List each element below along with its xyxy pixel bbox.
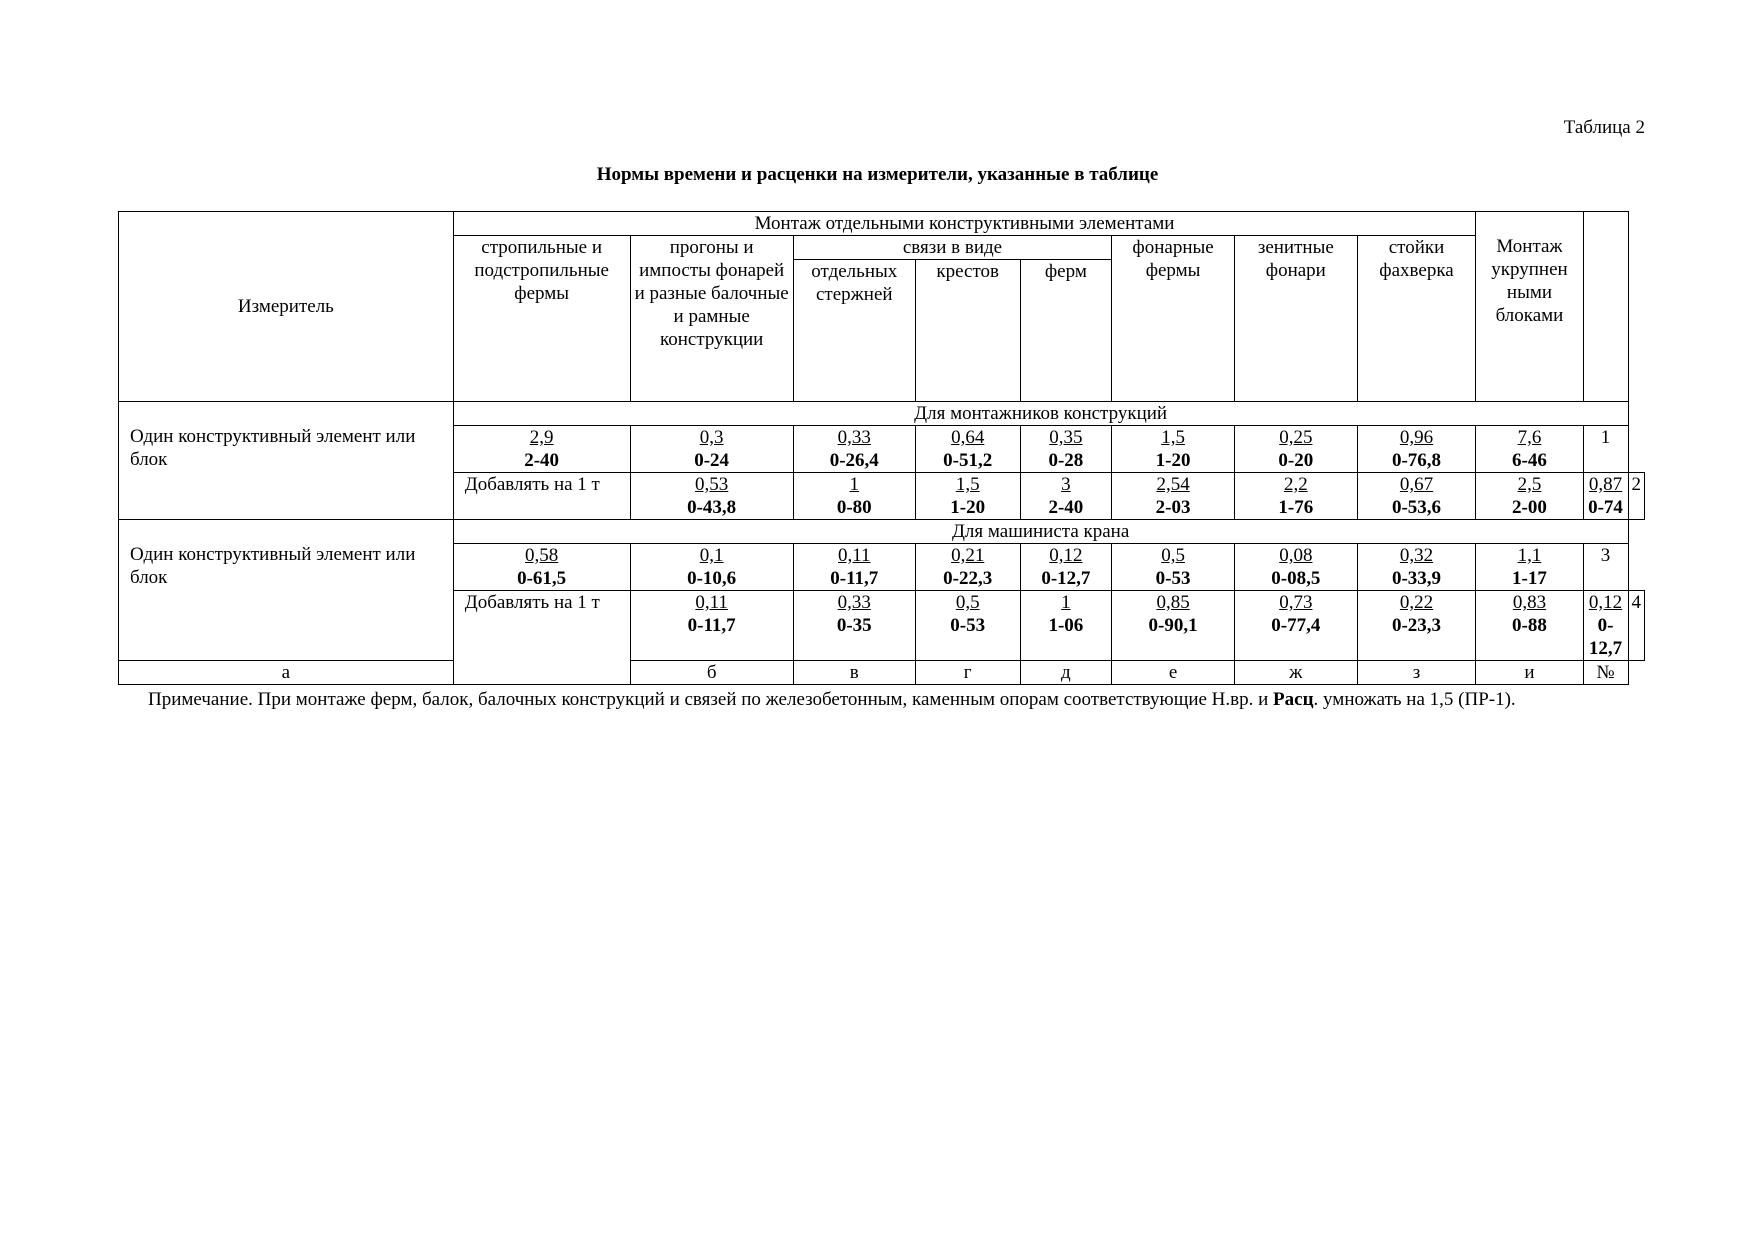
section-1-label: Для монтажников конструкций	[453, 402, 1628, 426]
rate: 0-26,4	[829, 450, 879, 471]
value-cell	[1357, 544, 1476, 591]
rate: 1-76	[1278, 497, 1314, 518]
time-norm: 3	[1061, 474, 1071, 495]
value-cell	[1357, 426, 1476, 473]
rate: 1-20	[1155, 450, 1191, 471]
time-norm: 0,21	[951, 545, 985, 566]
rate: 0-90,1	[1148, 615, 1198, 636]
time-norm: 0,3	[699, 427, 724, 448]
value-cell	[630, 473, 793, 520]
time-norm: 0,53	[695, 474, 729, 495]
row-3-measure-text: Один конструктивный элемент или блок	[130, 544, 416, 588]
value-cell	[1112, 426, 1235, 473]
rate: 1-17	[1512, 568, 1547, 589]
time-norm: 0,08	[1279, 545, 1313, 566]
header-col-zh: зенитные фонари	[1234, 236, 1357, 402]
header-col-z: стойки фахверка	[1357, 236, 1476, 402]
rate: 1-06	[1048, 615, 1084, 636]
time-norm: 0,25	[1279, 427, 1313, 448]
value-cell	[1112, 591, 1235, 661]
note-bold: Расц	[1273, 689, 1314, 710]
rate: 0-11,7	[830, 568, 879, 589]
time-norm: 1,1	[1517, 545, 1542, 566]
norms-table	[118, 211, 1645, 685]
time-norm: 2,9	[529, 427, 554, 448]
rate: 0-23,3	[1391, 615, 1442, 636]
time-norm: 2,5	[1517, 474, 1542, 495]
column-letter: д	[1020, 661, 1112, 685]
header-col-v: отдельных стержней	[793, 260, 915, 402]
column-letter: б	[630, 661, 793, 685]
rate: 0-08,5	[1271, 568, 1321, 589]
time-norm: 0,87	[1588, 474, 1623, 495]
column-letter: е	[1112, 661, 1235, 685]
time-norm: 0,12	[1049, 545, 1083, 566]
time-norm: 7,6	[1517, 427, 1542, 448]
header-col-i: Монтаж укрупнен ными блоками	[1476, 212, 1583, 402]
value-cell	[915, 473, 1020, 520]
rate: 0-43,8	[687, 497, 737, 518]
time-norm: 0,11	[838, 545, 871, 566]
time-norm: 0,35	[1049, 427, 1083, 448]
table-title: Нормы времени и расценки на измерители, указанные в таблице	[596, 164, 1159, 185]
value-cell	[1234, 591, 1357, 661]
value-cell	[1112, 544, 1235, 591]
rate: 0-33,9	[1391, 568, 1442, 589]
value-cell	[793, 544, 915, 591]
number-sign: №	[1583, 661, 1628, 685]
time-norm: 0,32	[1399, 545, 1434, 566]
value-cell	[1357, 473, 1476, 520]
time-norm: 1	[1061, 592, 1071, 613]
value-cell	[1020, 544, 1112, 591]
time-norm: 0,33	[837, 427, 871, 448]
rate: 0-10,6	[687, 568, 737, 589]
value-cell	[1357, 591, 1476, 661]
value-cell	[1234, 544, 1357, 591]
note	[118, 688, 1645, 711]
header-no-col	[1583, 212, 1628, 402]
rate: 0-53	[1155, 568, 1191, 589]
value-cell	[1234, 473, 1357, 520]
value-cell	[1020, 473, 1112, 520]
time-norm: 0,12	[1588, 592, 1623, 613]
value-cell	[793, 426, 915, 473]
header-group: Монтаж отдельными конструктивными элементами	[453, 212, 1476, 236]
time-norm: 0,58	[525, 545, 559, 566]
rate: 2-40	[524, 450, 560, 471]
time-norm: 1,5	[1161, 427, 1185, 448]
header-col-b: прогоны и импосты фонарей и разные балочные и рамные конструкции	[630, 236, 793, 402]
value-cell	[1020, 426, 1112, 473]
rate: 0-20	[1278, 450, 1314, 471]
time-norm: 0,85	[1156, 592, 1190, 613]
value-cell	[915, 591, 1020, 661]
time-norm: 0,5	[1161, 545, 1185, 566]
row-1-measure	[119, 402, 454, 520]
rate: 0-12,7	[1041, 568, 1091, 589]
time-norm: 2,2	[1283, 474, 1308, 495]
rate: 1-20	[950, 497, 986, 518]
time-norm: 0,22	[1399, 592, 1434, 613]
value-cell	[793, 591, 915, 661]
value-cell	[630, 426, 793, 473]
row-number: 1	[1583, 426, 1628, 473]
rate: 2-00	[1512, 497, 1547, 518]
header-col-g: крестов	[915, 260, 1020, 402]
time-norm: 0,83	[1512, 592, 1547, 613]
value-cell	[1020, 591, 1112, 661]
rate: 2-03	[1155, 497, 1191, 518]
column-letter: з	[1357, 661, 1476, 685]
time-norm: 1	[849, 474, 860, 495]
rate: 0-53,6	[1391, 497, 1442, 518]
time-norm: 2,54	[1156, 474, 1190, 495]
section-row-1	[119, 402, 1645, 426]
time-norm: 0,33	[837, 592, 871, 613]
value-cell	[453, 544, 630, 591]
column-letter: в	[793, 661, 915, 685]
header-col-d: ферм	[1020, 260, 1112, 402]
letters-row	[119, 661, 1645, 685]
row-number: 4	[1628, 591, 1645, 661]
rate: 0-11,7	[687, 615, 736, 636]
time-norm: 0,96	[1399, 427, 1434, 448]
time-norm: 0,11	[695, 592, 728, 613]
rate: 0-77,4	[1271, 615, 1321, 636]
time-norm: 0,5	[955, 592, 980, 613]
row-number: 2	[1628, 473, 1645, 520]
time-norm: 1,5	[955, 474, 980, 495]
header-col-a: стропильные и подстропильные фермы	[453, 236, 630, 402]
column-letter: а	[119, 661, 454, 685]
rate: 0-22,3	[943, 568, 993, 589]
value-cell	[915, 544, 1020, 591]
value-cell	[1476, 544, 1583, 591]
row-2-measure: Добавлять на 1 т	[453, 473, 630, 520]
value-cell	[1476, 591, 1583, 661]
note-text-end: . умножать на 1,5 (ПР-1).	[1313, 689, 1516, 710]
note-text: Примечание. При монтаже ферм, балок, балочных конструкций и связей по железобетонным, каменным опорам соответствующие Н.вр. и	[148, 689, 1274, 710]
rate: 0-24	[694, 450, 730, 471]
value-cell	[1583, 473, 1628, 520]
table-caption: Таблица 2	[1563, 117, 1645, 138]
rate: 0-88	[1512, 615, 1547, 636]
rate: 0-28	[1048, 450, 1084, 471]
row-3-measure	[119, 520, 454, 661]
time-norm: 0,67	[1399, 474, 1434, 495]
rate: 6-46	[1512, 450, 1547, 471]
rate: 0-74	[1588, 497, 1623, 518]
rate: 2-40	[1048, 497, 1084, 518]
row-4-measure: Добавлять на 1 т	[453, 591, 630, 685]
value-cell	[630, 544, 793, 591]
value-cell	[1112, 473, 1235, 520]
header-measure: Измеритель	[119, 212, 454, 402]
value-cell	[1476, 473, 1583, 520]
column-letter: ж	[1234, 661, 1357, 685]
value-cell	[1583, 591, 1628, 661]
value-cell	[453, 426, 630, 473]
time-norm: 0,1	[699, 545, 724, 566]
time-norm: 0,64	[951, 427, 985, 448]
column-letter: и	[1476, 661, 1583, 685]
rate: 0-76,8	[1391, 450, 1442, 471]
value-cell	[915, 426, 1020, 473]
row-number: 3	[1583, 544, 1628, 591]
rate: 0-80	[836, 497, 872, 518]
row-1-measure-text: Один конструктивный элемент или блок	[130, 426, 416, 470]
column-letter: г	[915, 661, 1020, 685]
value-cell	[630, 591, 793, 661]
header-ties: связи в виде	[793, 236, 1111, 260]
header-col-e: фонарные фермы	[1112, 236, 1235, 402]
section-row-2	[119, 520, 1645, 544]
section-2-label: Для машиниста крана	[453, 520, 1628, 544]
rate: 0-51,2	[943, 450, 993, 471]
rate: 0-53	[950, 615, 986, 636]
rate: 0-61,5	[517, 568, 567, 589]
header-row-1	[119, 212, 1645, 236]
value-cell	[1476, 426, 1583, 473]
time-norm: 0,73	[1279, 592, 1313, 613]
rate: 0-35	[836, 615, 872, 636]
rate: 0-12,7	[1588, 615, 1623, 659]
value-cell	[1234, 426, 1357, 473]
value-cell	[793, 473, 915, 520]
